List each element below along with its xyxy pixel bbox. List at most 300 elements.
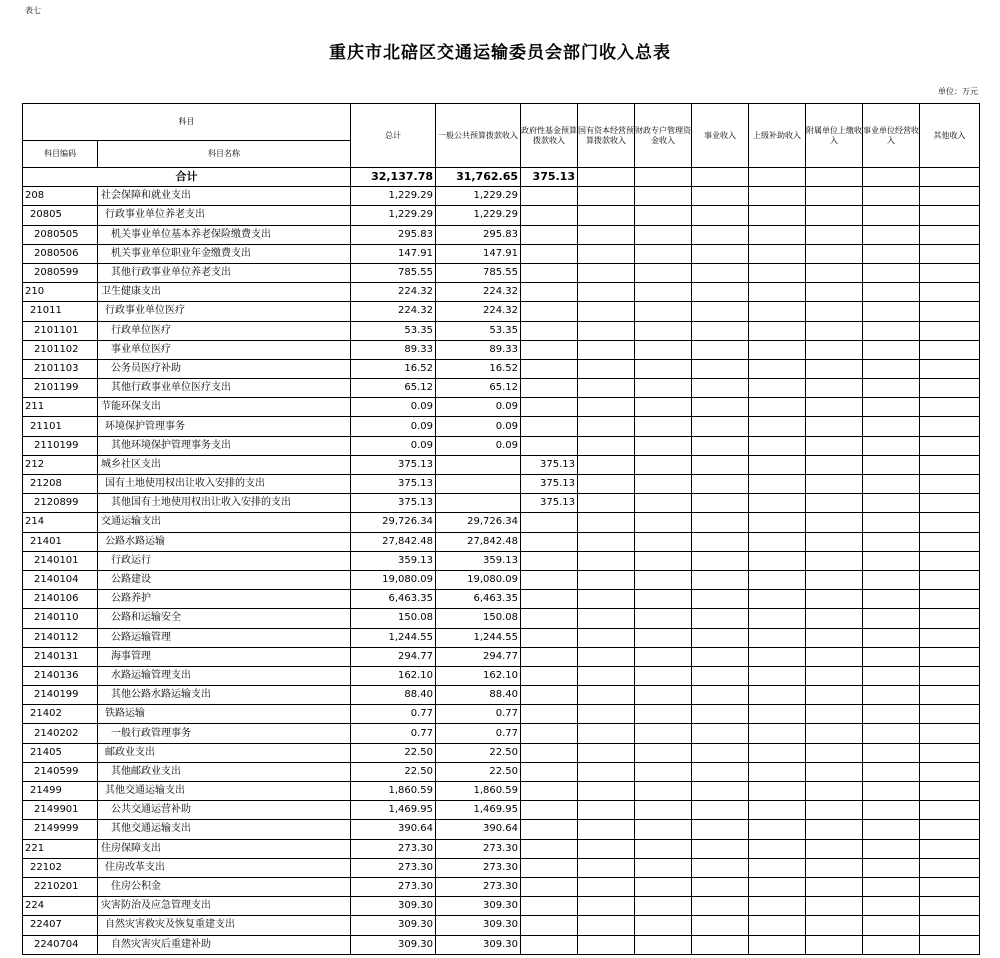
amount-cell [806,187,863,206]
amount-cell [578,263,635,282]
table-row [23,379,980,398]
subject-code-cell: 208 [23,187,98,206]
amount-cell [749,820,806,839]
amount-cell [578,705,635,724]
table-row [23,436,980,455]
amount-cell [749,782,806,801]
amount-cell [920,321,980,340]
amount-cell [806,551,863,570]
amount-cell [806,321,863,340]
amount-cell [806,705,863,724]
table-row [23,724,980,743]
amount-cell [806,417,863,436]
amount-cell [749,647,806,666]
subject-code-cell: 21499 [23,782,98,801]
subject-code-cell: 20805 [23,206,98,225]
amount-cell: 6,463.35 [436,590,521,609]
amount-cell: 0.09 [436,436,521,455]
subject-name-cell: 灾害防治及应急管理支出 [98,897,351,916]
amount-cell [920,417,980,436]
table-row [23,705,980,724]
subject-name-cell: 自然灾害救灾及恢复重建支出 [98,916,351,935]
table-row [23,609,980,628]
amount-cell: 309.30 [436,916,521,935]
amount-cell [920,590,980,609]
amount-cell [863,494,920,513]
amount-cell [692,762,749,781]
subject-name-cell: 行政运行 [98,551,351,570]
amount-cell [920,379,980,398]
amount-cell [692,436,749,455]
amount-cell [635,340,692,359]
amount-cell [578,916,635,935]
subject-name-cell: 环境保护管理事务 [98,417,351,436]
amount-cell [521,302,578,321]
amount-cell [635,263,692,282]
amount-cell [806,513,863,532]
amount-cell: 147.91 [351,244,436,263]
amount-cell [521,206,578,225]
amount-cell [749,551,806,570]
amount-cell [749,916,806,935]
amount-cell: 1,229.29 [436,206,521,225]
amount-cell [578,877,635,896]
table-row [23,494,980,513]
amount-cell [692,801,749,820]
amount-cell [863,801,920,820]
amount-cell [692,590,749,609]
amount-cell [920,187,980,206]
subject-name-cell: 水路运输管理支出 [98,666,351,685]
table-row [23,417,980,436]
total-label: 合计 [23,168,351,187]
table-number-label: 表七 [25,6,41,15]
amount-cell: 390.64 [436,820,521,839]
subject-name-cell: 公路养护 [98,590,351,609]
amount-cell [749,897,806,916]
amount-cell [692,570,749,589]
amount-cell [806,609,863,628]
amount-cell [863,302,920,321]
amount-cell [635,590,692,609]
amount-cell [920,455,980,474]
subject-code-cell: 22407 [23,916,98,935]
amount-cell [692,340,749,359]
amount-cell [578,609,635,628]
subject-name-cell: 住房公积金 [98,877,351,896]
amount-cell [635,647,692,666]
amount-cell [749,417,806,436]
amount-cell [521,340,578,359]
col-header-affiliated-units: 附属单位上缴收入 [806,104,863,168]
subject-code-cell: 2101199 [23,379,98,398]
amount-cell: 65.12 [351,379,436,398]
amount-cell: 6,463.35 [351,590,436,609]
subject-code-cell: 22102 [23,858,98,877]
income-summary-table [22,103,980,955]
amount-cell: 273.30 [436,839,521,858]
amount-cell [635,551,692,570]
amount-cell [920,858,980,877]
amount-cell [635,398,692,417]
col-header-government-fund: 政府性基金预算拨款收入 [521,104,578,168]
subject-code-cell: 21405 [23,743,98,762]
table-row [23,935,980,954]
amount-cell: 273.30 [351,839,436,858]
subject-name-cell: 社会保障和就业支出 [98,187,351,206]
amount-cell [635,762,692,781]
amount-cell: 29,726.34 [436,513,521,532]
amount-cell [920,705,980,724]
amount-cell [920,302,980,321]
amount-cell [635,609,692,628]
amount-cell [521,666,578,685]
table-row [23,916,980,935]
amount-cell [578,724,635,743]
amount-cell [749,225,806,244]
amount-cell [863,782,920,801]
total-cell [578,168,635,187]
amount-cell [635,628,692,647]
subject-name-cell: 其他邮政业支出 [98,762,351,781]
amount-cell [863,897,920,916]
amount-cell [635,475,692,494]
amount-cell [749,839,806,858]
amount-cell [920,570,980,589]
subject-code-cell: 224 [23,897,98,916]
page-title: 重庆市北碚区交通运输委员会部门收入总表 [329,43,671,63]
amount-cell [806,897,863,916]
amount-cell [920,666,980,685]
subject-name-cell: 节能环保支出 [98,398,351,417]
amount-cell [806,475,863,494]
subject-code-cell: 2101102 [23,340,98,359]
amount-cell [863,417,920,436]
amount-cell [806,647,863,666]
amount-cell [436,494,521,513]
amount-cell [920,244,980,263]
amount-cell: 89.33 [436,340,521,359]
amount-cell [578,379,635,398]
amount-cell [806,782,863,801]
amount-cell [436,475,521,494]
amount-cell [806,398,863,417]
subject-name-cell: 卫生健康支出 [98,283,351,302]
amount-cell [521,379,578,398]
amount-cell [920,225,980,244]
amount-cell [692,417,749,436]
amount-cell [920,398,980,417]
amount-cell: 375.13 [351,475,436,494]
col-header-operating-income: 事业单位经营收入 [863,104,920,168]
amount-cell [863,877,920,896]
table-row [23,839,980,858]
amount-cell [521,839,578,858]
amount-cell [749,532,806,551]
amount-cell [863,570,920,589]
amount-cell [521,762,578,781]
amount-cell [692,820,749,839]
amount-cell [806,206,863,225]
amount-cell [806,494,863,513]
amount-cell [863,187,920,206]
total-cell [635,168,692,187]
table-row [23,801,980,820]
amount-cell [578,686,635,705]
subject-code-cell: 2120899 [23,494,98,513]
amount-cell: 273.30 [351,877,436,896]
amount-cell: 309.30 [436,935,521,954]
amount-cell [920,283,980,302]
subject-name-cell: 海事管理 [98,647,351,666]
amount-cell [863,513,920,532]
amount-cell [692,455,749,474]
amount-cell [692,302,749,321]
amount-cell [863,206,920,225]
amount-cell [806,743,863,762]
subject-code-cell: 221 [23,839,98,858]
subject-name-cell: 国有土地使用权出让收入安排的支出 [98,475,351,494]
amount-cell [521,743,578,762]
amount-cell [920,820,980,839]
amount-cell [635,705,692,724]
amount-cell [635,801,692,820]
amount-cell [806,935,863,954]
subject-name-cell: 事业单位医疗 [98,340,351,359]
amount-cell [806,858,863,877]
amount-cell: 19,080.09 [436,570,521,589]
amount-cell [635,436,692,455]
amount-cell: 0.09 [351,417,436,436]
amount-cell [635,359,692,378]
subject-code-cell: 2140106 [23,590,98,609]
subject-name-cell: 机关事业单位职业年金缴费支出 [98,244,351,263]
subject-code-cell: 2101103 [23,359,98,378]
amount-cell [806,686,863,705]
total-cell [920,168,980,187]
amount-cell [521,359,578,378]
amount-cell [920,340,980,359]
amount-cell: 1,229.29 [436,187,521,206]
amount-cell [806,359,863,378]
amount-cell [863,225,920,244]
amount-cell [749,321,806,340]
amount-cell: 0.77 [436,724,521,743]
subject-name-cell: 自然灾害灾后重建补助 [98,935,351,954]
amount-cell: 1,244.55 [351,628,436,647]
total-cell [806,168,863,187]
total-cell [863,168,920,187]
subject-name-cell: 其他环境保护管理事务支出 [98,436,351,455]
subject-name-cell: 其他行政事业单位医疗支出 [98,379,351,398]
col-header-total: 总计 [351,104,436,168]
amount-cell: 309.30 [351,897,436,916]
amount-cell [635,532,692,551]
amount-cell [635,666,692,685]
subject-name-cell: 其他交通运输支出 [98,820,351,839]
amount-cell: 224.32 [436,302,521,321]
amount-cell [521,935,578,954]
subject-name-cell: 城乡社区支出 [98,455,351,474]
amount-cell [749,801,806,820]
amount-cell [806,225,863,244]
amount-cell: 359.13 [436,551,521,570]
amount-cell [920,647,980,666]
subject-code-cell: 2140110 [23,609,98,628]
amount-cell [920,935,980,954]
amount-cell [521,820,578,839]
amount-cell [578,398,635,417]
amount-cell [521,609,578,628]
amount-cell [692,551,749,570]
amount-cell [635,782,692,801]
amount-cell [920,475,980,494]
amount-cell: 224.32 [436,283,521,302]
amount-cell [806,283,863,302]
amount-cell: 19,080.09 [351,570,436,589]
table-row [23,858,980,877]
amount-cell [863,628,920,647]
amount-cell [578,302,635,321]
amount-cell [749,628,806,647]
amount-cell [863,724,920,743]
amount-cell [692,225,749,244]
amount-cell [521,916,578,935]
amount-cell [920,359,980,378]
amount-cell [635,417,692,436]
amount-cell: 89.33 [351,340,436,359]
amount-cell [521,724,578,743]
amount-cell [920,782,980,801]
amount-cell [749,187,806,206]
amount-cell [806,801,863,820]
table-row [23,206,980,225]
subject-code-cell: 21402 [23,705,98,724]
amount-cell [521,877,578,896]
amount-cell [521,283,578,302]
subject-code-cell: 2140104 [23,570,98,589]
amount-cell [521,858,578,877]
amount-cell [863,820,920,839]
amount-cell: 309.30 [351,916,436,935]
subject-code-cell: 21208 [23,475,98,494]
subject-name-cell: 公共交通运营补助 [98,801,351,820]
amount-cell: 375.13 [521,494,578,513]
amount-cell: 1,469.95 [351,801,436,820]
table-row [23,283,980,302]
amount-cell [749,590,806,609]
amount-cell [578,935,635,954]
amount-cell [692,916,749,935]
amount-cell [749,935,806,954]
table-row [23,647,980,666]
amount-cell [635,321,692,340]
subject-code-cell: 2140112 [23,628,98,647]
amount-cell [521,628,578,647]
amount-cell: 359.13 [351,551,436,570]
amount-cell [806,916,863,935]
subject-code-cell: 21401 [23,532,98,551]
subject-code-cell: 2140199 [23,686,98,705]
amount-cell [749,359,806,378]
table-row [23,321,980,340]
amount-cell [692,263,749,282]
amount-cell [692,398,749,417]
col-header-special-account: 财政专户管理资金收入 [635,104,692,168]
amount-cell [692,897,749,916]
name-header: 科目名称 [98,141,351,168]
col-header-state-capital: 国有资本经营预算拨款收入 [578,104,635,168]
amount-cell [578,244,635,263]
amount-cell: 785.55 [436,263,521,282]
table-row [23,513,980,532]
amount-cell [920,263,980,282]
amount-cell [521,801,578,820]
amount-cell [692,743,749,762]
amount-cell [521,513,578,532]
amount-cell [806,877,863,896]
amount-cell [806,379,863,398]
amount-cell [692,724,749,743]
subject-name-cell: 机关事业单位基本养老保险缴费支出 [98,225,351,244]
amount-cell [749,724,806,743]
amount-cell [806,532,863,551]
amount-cell [749,609,806,628]
amount-cell [635,743,692,762]
amount-cell [692,359,749,378]
amount-cell [863,532,920,551]
amount-cell [692,839,749,858]
code-header: 科目编码 [23,141,98,168]
amount-cell: 162.10 [351,666,436,685]
amount-cell: 1,860.59 [351,782,436,801]
amount-cell [920,494,980,513]
amount-cell: 0.09 [436,417,521,436]
amount-cell: 375.13 [521,455,578,474]
subject-code-cell: 2140101 [23,551,98,570]
amount-cell [692,494,749,513]
subject-code-cell: 2101101 [23,321,98,340]
amount-cell [920,551,980,570]
amount-cell [692,686,749,705]
amount-cell: 27,842.48 [351,532,436,551]
amount-cell: 273.30 [436,858,521,877]
amount-cell: 785.55 [351,263,436,282]
amount-cell [635,283,692,302]
amount-cell [692,283,749,302]
amount-cell [578,359,635,378]
amount-cell [692,647,749,666]
amount-cell [749,398,806,417]
amount-cell [578,513,635,532]
amount-cell [635,839,692,858]
amount-cell [863,455,920,474]
amount-cell [863,666,920,685]
amount-cell [521,398,578,417]
amount-cell [635,686,692,705]
subject-code-cell: 2240704 [23,935,98,954]
amount-cell [635,820,692,839]
amount-cell [863,935,920,954]
amount-cell [578,839,635,858]
amount-cell [920,762,980,781]
amount-cell [863,916,920,935]
col-header-general-budget: 一般公共预算拨款收入 [436,104,521,168]
amount-cell [692,935,749,954]
table-row [23,897,980,916]
table-row [23,244,980,263]
amount-cell [635,877,692,896]
